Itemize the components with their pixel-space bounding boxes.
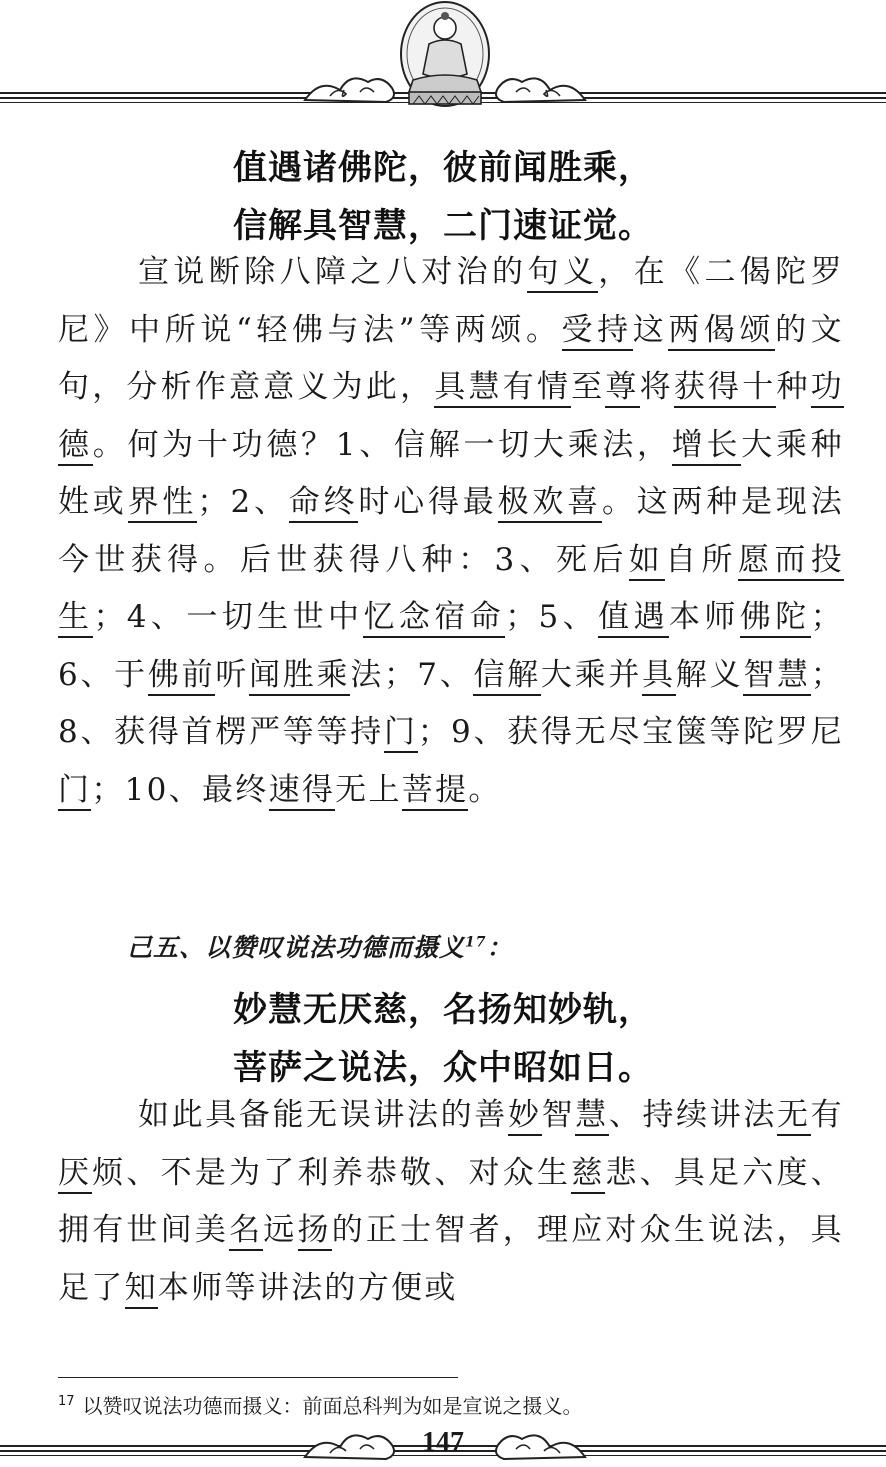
underlined-term: 智慧 (743, 657, 810, 696)
text-run: 本师 (668, 599, 740, 635)
underlined-term: 值遇 (598, 599, 669, 638)
section-heading-text: 己五、以赞叹说法功德而摄义 (127, 933, 466, 962)
text-run: 如此具备能无误讲法的善 (138, 1097, 508, 1133)
text-run: 种 (776, 369, 811, 405)
underlined-term: 佛陀 (740, 599, 811, 638)
text-run: ；4、一切生世中 (93, 599, 364, 635)
text-run: ；2、 (197, 484, 289, 520)
underlined-term: 速得 (269, 772, 336, 811)
underlined-term: 慈 (571, 1155, 605, 1194)
buddha-figure-illustration (399, 0, 491, 110)
underlined-term: 菩提 (402, 772, 469, 811)
underlined-term: 名 (229, 1212, 263, 1251)
text-run: 大乘并 (540, 656, 643, 693)
underlined-term: 妙 (508, 1097, 542, 1136)
header-ornament (0, 0, 886, 120)
text-run: ，在《二偈陀罗尼》中所说“轻佛与法”等两颂。 (58, 254, 844, 348)
text-run: 。 (468, 771, 502, 808)
text-run: 、持续讲法 (608, 1097, 778, 1133)
text-run: ；9、获得无尽宝箧等陀罗尼 (417, 714, 844, 750)
text-run: 烦、不是为了利养恭敬、对众生 (92, 1154, 572, 1191)
text-run: 至 (571, 369, 606, 405)
underlined-term: 命终 (289, 484, 359, 523)
text-run: 自所 (665, 541, 738, 578)
underlined-term: 知 (125, 1270, 158, 1309)
underlined-term: 扬 (298, 1212, 332, 1251)
underlined-term: 极欢喜 (498, 484, 602, 523)
text-run: 无上 (335, 771, 402, 808)
footnote-number: 17 (58, 1394, 75, 1410)
commentary-paragraph-2 (58, 1087, 844, 1317)
text-run: 法；7、 (350, 656, 474, 693)
cloud-ornament-right (490, 68, 590, 108)
underlined-term: 愿而投生 (58, 542, 844, 639)
verse-1-line-2: 信解具智慧，二门速证觉。 (233, 206, 653, 246)
verse-2-line-1: 妙慧无厌慈，名扬知妙轨， (233, 990, 653, 1030)
text-run: 。这两种是现法今世获得。后世获得八种：3、死后 (58, 484, 845, 578)
underlined-term: 信解 (473, 657, 540, 696)
text-run: 解义 (675, 656, 744, 693)
text-run: ；6、于 (58, 599, 844, 693)
text-run: 时心得最 (358, 484, 498, 520)
underlined-term: 获得十 (674, 369, 777, 408)
underlined-term: 具慧有情 (434, 369, 571, 408)
footnote-divider (58, 1377, 458, 1378)
text-run: 的正士智者，理应对众生说法，具足了 (58, 1212, 844, 1306)
underlined-term: 忆念宿命 (363, 599, 505, 638)
underlined-term: 两偈颂 (668, 312, 775, 351)
section-heading (127, 928, 513, 964)
footnote (58, 1390, 583, 1419)
text-run: ；8、获得首楞严等等持 (58, 656, 845, 750)
text-run: 。何为十功德？1、信解一切大乘法， (92, 426, 672, 463)
underlined-term: 受持 (562, 312, 633, 351)
verse-1-line-1: 值遇诸佛陀，彼前闻胜乘， (233, 148, 653, 188)
underlined-term: 界性 (128, 484, 198, 523)
text-run: 这 (632, 311, 669, 348)
underlined-term: 佛前 (148, 657, 215, 696)
text-run: 智 (541, 1097, 576, 1133)
footnote-ref-17: 17 (465, 934, 487, 951)
footnote-text: 以赞叹说法功德而摄义：前面总科判为如是宣说之摄义。 (82, 1394, 583, 1418)
text-run: 远 (263, 1212, 298, 1248)
section-heading-colon: ： (486, 933, 513, 962)
underlined-term: 增长 (672, 427, 741, 466)
underlined-term: 句义 (527, 254, 598, 293)
underlined-term: 厌 (58, 1155, 92, 1194)
underlined-term: 门 (58, 772, 91, 811)
commentary-paragraph-1 (58, 244, 844, 819)
text-run: ；5、 (505, 599, 599, 635)
underlined-term: 慧 (575, 1097, 609, 1136)
underlined-term: 闻胜乘 (249, 657, 350, 696)
verse-2-line-2: 菩萨之说法，众中昭如日。 (233, 1048, 653, 1088)
page-number: 147 (422, 1427, 464, 1458)
underlined-term: 具 (642, 657, 676, 696)
underlined-term: 尊 (605, 369, 639, 408)
underlined-term: 功德 (58, 369, 844, 466)
underlined-term: 门 (384, 714, 418, 753)
text-run: 听 (215, 656, 250, 693)
underlined-term: 无 (777, 1097, 811, 1136)
text-run: 宣说断除八障之八对治的 (138, 254, 528, 290)
text-run: 的文句，分析作意意义为此， (58, 311, 844, 405)
text-run: 悲、具足六度、拥有世间美 (58, 1154, 844, 1248)
text-run: 本师等讲法的方便或 (157, 1269, 458, 1306)
text-run: 有 (810, 1097, 844, 1133)
text-run: 将 (639, 369, 674, 405)
cloud-ornament-left (300, 68, 400, 108)
text-run: ；10、最终 (91, 771, 269, 808)
text-run: 大乘种姓或 (58, 426, 844, 520)
underlined-term: 如 (629, 542, 665, 581)
